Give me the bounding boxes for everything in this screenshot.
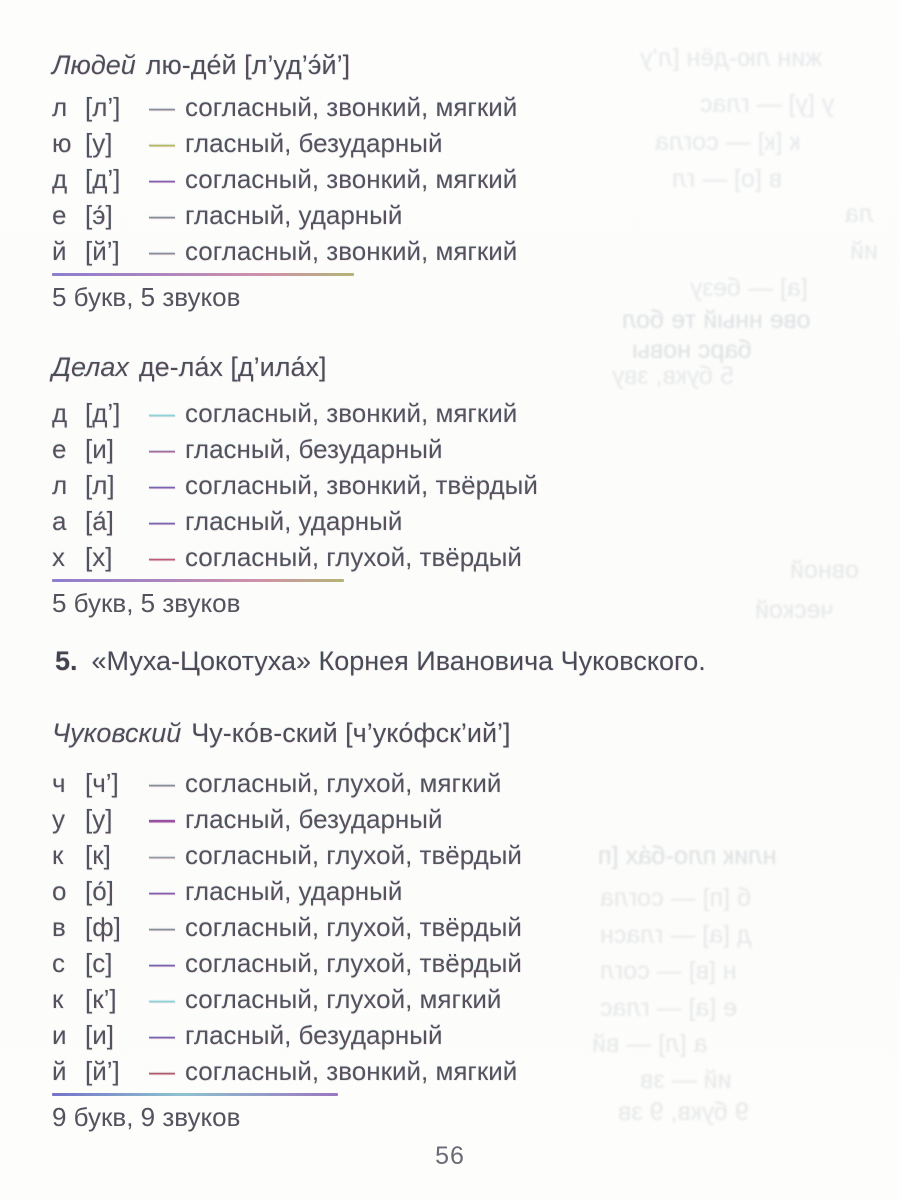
- bleed-through-line: 9 букв, 9 зв: [618, 1098, 749, 1126]
- row-description: гласный, безударный: [185, 804, 443, 834]
- analysis-row: [52, 506, 538, 542]
- exercise-text: «Муха-Цокотуха» Корнея Ивановича Чуковского.: [91, 646, 706, 676]
- row-dash: —: [149, 92, 175, 122]
- row-dash: —: [149, 200, 175, 230]
- row-description: согласный, глухой, твёрдый: [185, 542, 522, 572]
- bleed-through-line: у [у] — глас: [700, 90, 835, 118]
- row-letter: й: [52, 1056, 67, 1086]
- analysis-row: [52, 128, 517, 164]
- page-number: 56: [435, 1142, 465, 1170]
- phonetic-analysis-block-ludey: [52, 50, 517, 313]
- row-letter: ч: [52, 768, 66, 798]
- row-letter: к: [52, 984, 64, 1014]
- exercise-item: [55, 646, 706, 677]
- row-description: гласный, безударный: [185, 434, 443, 464]
- row-description: согласный, звонкий, твёрдый: [185, 470, 538, 500]
- row-letter: е: [52, 434, 67, 464]
- row-dash: —: [149, 236, 175, 266]
- analysis-row: [52, 840, 522, 876]
- row-dash: —: [149, 804, 175, 834]
- analyzed-word: Чуковский: [52, 718, 182, 748]
- row-sound: [э́]: [85, 200, 113, 230]
- bleed-through-line: ове нный те бол: [622, 306, 811, 334]
- word-title: [52, 718, 522, 748]
- analysis-row: [52, 398, 538, 434]
- row-dash: —: [149, 984, 175, 1014]
- phonetic-analysis-block-delah: [52, 352, 538, 619]
- row-sound: [л]: [85, 470, 115, 500]
- row-letter: д: [52, 164, 68, 194]
- row-sound: [с]: [85, 948, 113, 978]
- row-sound: [к’]: [85, 984, 117, 1014]
- row-sound: [д’]: [85, 398, 121, 428]
- bleed-through-line: 5 букв, зву: [612, 362, 734, 390]
- row-description: согласный, звонкий, мягкий: [185, 1056, 518, 1086]
- row-description: согласный, звонкий, мягкий: [185, 236, 518, 266]
- syllables-transcription: лю-де́й [л’уд’э́й’]: [145, 50, 351, 80]
- row-dash: —: [149, 876, 175, 906]
- row-letter: й: [52, 236, 67, 266]
- summary-underline: [52, 579, 344, 582]
- bleed-through-line: в [о] — гл: [672, 165, 783, 193]
- exercise-number: 5.: [55, 646, 78, 676]
- row-dash: —: [149, 1020, 175, 1050]
- row-sound: [и]: [85, 434, 114, 464]
- row-sound: [ч’]: [85, 768, 119, 798]
- row-dash: —: [149, 1056, 175, 1086]
- row-sound: [х]: [85, 542, 113, 572]
- bleed-through-line: жин лю-дён [л’у: [640, 44, 822, 72]
- analyzed-word: Делах: [52, 352, 129, 382]
- bleed-through-line: нлик пло-ба́х [п: [598, 842, 777, 870]
- row-dash: —: [149, 506, 175, 536]
- word-title: [52, 50, 517, 80]
- phonetic-analysis-block-chukovsky: [52, 718, 522, 1133]
- row-description: согласный, глухой, твёрдый: [185, 840, 522, 870]
- word-title: [52, 352, 538, 382]
- row-letter: с: [52, 948, 65, 978]
- row-sound: [у]: [85, 804, 113, 834]
- row-dash: —: [149, 912, 175, 942]
- bleed-through-line: ческой: [755, 596, 834, 624]
- row-dash: —: [149, 948, 175, 978]
- analysis-row: [52, 1020, 522, 1056]
- bleed-through-line: н [в] — согл: [600, 957, 737, 985]
- row-description: гласный, безударный: [185, 1020, 443, 1050]
- bleed-through-line: а [л] — вй: [592, 1030, 708, 1058]
- row-letter: х: [52, 542, 65, 572]
- row-letter: о: [52, 876, 67, 906]
- row-description: гласный, ударный: [185, 876, 403, 906]
- row-letter: л: [52, 92, 68, 122]
- row-letter: л: [52, 470, 68, 500]
- row-description: согласный, глухой, твёрдый: [185, 948, 522, 978]
- row-dash: —: [149, 398, 175, 428]
- bleed-through-line: овной: [790, 556, 859, 584]
- analysis-row: [52, 542, 538, 578]
- syllables-transcription: де-ла́х [д’ила́х]: [138, 352, 327, 382]
- bleed-through-line: [а] — безу: [690, 274, 808, 302]
- row-description: согласный, звонкий, мягкий: [185, 92, 518, 122]
- summary-underline: [52, 273, 354, 276]
- bleed-through-line: ла: [845, 200, 874, 228]
- analyzed-word: Людей: [52, 50, 136, 80]
- analysis-row: [52, 984, 522, 1020]
- analysis-row: [52, 1056, 522, 1092]
- row-sound: [и]: [85, 1020, 114, 1050]
- row-sound: [й’]: [85, 1056, 120, 1086]
- row-description: гласный, ударный: [185, 506, 403, 536]
- row-dash: —: [149, 470, 175, 500]
- row-sound: [д’]: [85, 164, 121, 194]
- analysis-row: [52, 912, 522, 948]
- analysis-row: [52, 768, 522, 804]
- row-description: согласный, звонкий, мягкий: [185, 398, 518, 428]
- row-letter: д: [52, 398, 68, 428]
- row-letter: к: [52, 840, 64, 870]
- row-description: гласный, безударный: [185, 128, 443, 158]
- row-letter: и: [52, 1020, 67, 1050]
- row-description: согласный, глухой, мягкий: [185, 768, 502, 798]
- row-description: согласный, звонкий, мягкий: [185, 164, 518, 194]
- bleed-through-line: ий: [850, 237, 878, 265]
- letters-sounds-count: 9 букв, 9 звуков: [52, 1102, 241, 1132]
- row-description: гласный, ударный: [185, 200, 403, 230]
- row-letter: ю: [52, 128, 72, 158]
- bleed-through-line: барс новы: [632, 336, 752, 364]
- bleed-through-line: д [а] — гласн: [600, 921, 752, 949]
- analysis-rows: [52, 398, 538, 578]
- row-dash: —: [149, 768, 175, 798]
- analysis-row: [52, 876, 522, 912]
- analysis-rows: [52, 92, 517, 272]
- row-sound: [о́]: [85, 876, 114, 906]
- bleed-through-line: к [к] — согла: [655, 128, 801, 156]
- analysis-rows: [52, 768, 522, 1092]
- analysis-row: [52, 804, 522, 840]
- analysis-row: [52, 164, 517, 200]
- row-sound: [ф]: [85, 912, 121, 942]
- row-dash: —: [149, 164, 175, 194]
- analysis-row: [52, 200, 517, 236]
- row-letter: в: [52, 912, 66, 942]
- analysis-row: [52, 434, 538, 470]
- row-description: согласный, глухой, твёрдый: [185, 912, 522, 942]
- row-letter: е: [52, 200, 67, 230]
- row-dash: —: [149, 434, 175, 464]
- row-sound: [у]: [85, 128, 113, 158]
- row-letter: у: [52, 804, 65, 834]
- row-sound: [к]: [85, 840, 111, 870]
- bleed-through-line: ий — зв: [640, 1066, 732, 1094]
- row-dash: —: [149, 128, 175, 158]
- row-description: согласный, глухой, мягкий: [185, 984, 502, 1014]
- row-sound: [л’]: [85, 92, 121, 122]
- analysis-row: [52, 236, 517, 272]
- analysis-row: [52, 470, 538, 506]
- row-sound: [а́]: [85, 506, 114, 536]
- summary-underline: [52, 1093, 338, 1096]
- bleed-through-line: е [а] — глас: [600, 994, 738, 1022]
- row-sound: [й’]: [85, 236, 120, 266]
- syllables-transcription: Чу-ко́в-ский [ч’уко́фск’ий’]: [191, 718, 511, 748]
- bleed-through-line: б [п] — согла: [600, 884, 752, 912]
- row-letter: а: [52, 506, 67, 536]
- letters-sounds-count: 5 букв, 5 звуков: [52, 588, 241, 618]
- analysis-row: [52, 92, 517, 128]
- letters-sounds-count: 5 букв, 5 звуков: [52, 282, 241, 312]
- row-dash: —: [149, 542, 175, 572]
- row-dash: —: [149, 840, 175, 870]
- analysis-row: [52, 948, 522, 984]
